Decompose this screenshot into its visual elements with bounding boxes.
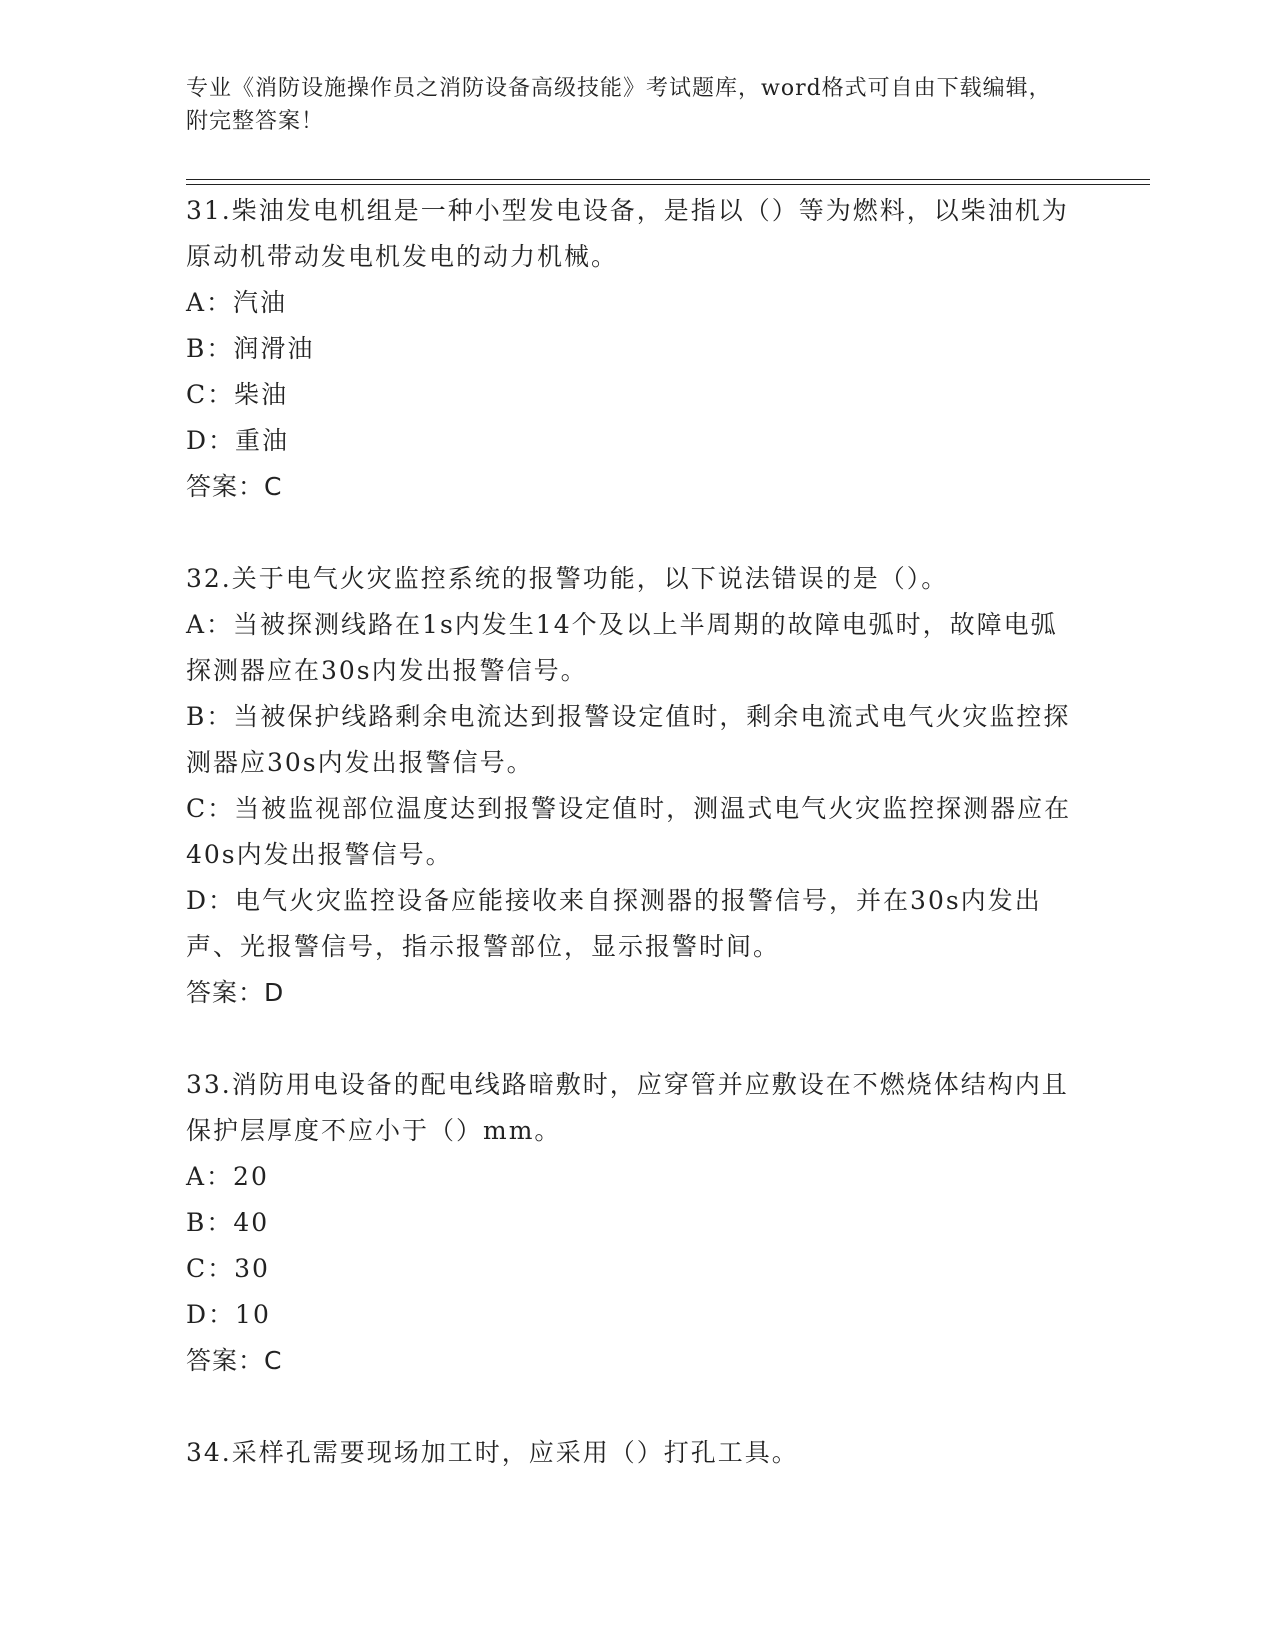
answer: 答案：D: [186, 978, 285, 1007]
header-rule-top: [186, 179, 1150, 180]
option-c: C：柴油: [186, 380, 289, 409]
question-spacer: [186, 1016, 1076, 1062]
question-list: [186, 188, 1076, 1476]
question-31: [186, 188, 1076, 510]
option-d: D：电气火灾监控设备应能接收来自探测器的报警信号，并在30s内发出声、光报警信号，指示报警部位，显示报警时间。: [186, 886, 1042, 961]
question-34: [186, 1430, 1076, 1476]
answer: 答案：C: [186, 472, 283, 501]
option-a: A：当被探测线路在1s内发生14个及以上半周期的故障电弧时，故障电弧探测器应在30s内发出报警信号。: [186, 610, 1058, 685]
question-text: 32.关于电气火灾监控系统的报警功能，以下说法错误的是（）。: [186, 564, 949, 593]
option-a: A：汽油: [186, 288, 288, 317]
question-text: 34.采样孔需要现场加工时，应采用（）打孔工具。: [186, 1438, 799, 1467]
option-b: B：40: [186, 1208, 270, 1237]
question-text: 33.消防用电设备的配电线路暗敷时，应穿管并应敷设在不燃烧体结构内且保护层厚度不应小于（）mm。: [186, 1070, 1069, 1145]
question-text: 31.柴油发电机组是一种小型发电设备，是指以（）等为燃料，以柴油机为原动机带动发电机发电的动力机械。: [186, 196, 1069, 271]
question-33: [186, 1062, 1076, 1384]
option-c: C：30: [186, 1254, 270, 1283]
question-spacer: [186, 1384, 1076, 1430]
option-c: C：当被监视部位温度达到报警设定值时，测温式电气火灾监控探测器应在40s内发出报警信号。: [186, 794, 1072, 869]
question-32: [186, 556, 1076, 1016]
option-a: A：20: [186, 1162, 269, 1191]
option-b: B：当被保护线路剩余电流达到报警设定值时，剩余电流式电气火灾监控探测器应30s内发出报警信号。: [186, 702, 1071, 777]
document-intro: 专业《消防设施操作员之消防设备高级技能》考试题库，word格式可自由下载编辑，附完整答案！: [186, 76, 1052, 134]
header-rule-bottom: [186, 184, 1150, 185]
option-d: D：10: [186, 1300, 271, 1329]
option-b: B：润滑油: [186, 334, 315, 363]
answer: 答案：C: [186, 1346, 283, 1375]
question-spacer: [186, 510, 1076, 556]
option-d: D：重油: [186, 426, 290, 455]
